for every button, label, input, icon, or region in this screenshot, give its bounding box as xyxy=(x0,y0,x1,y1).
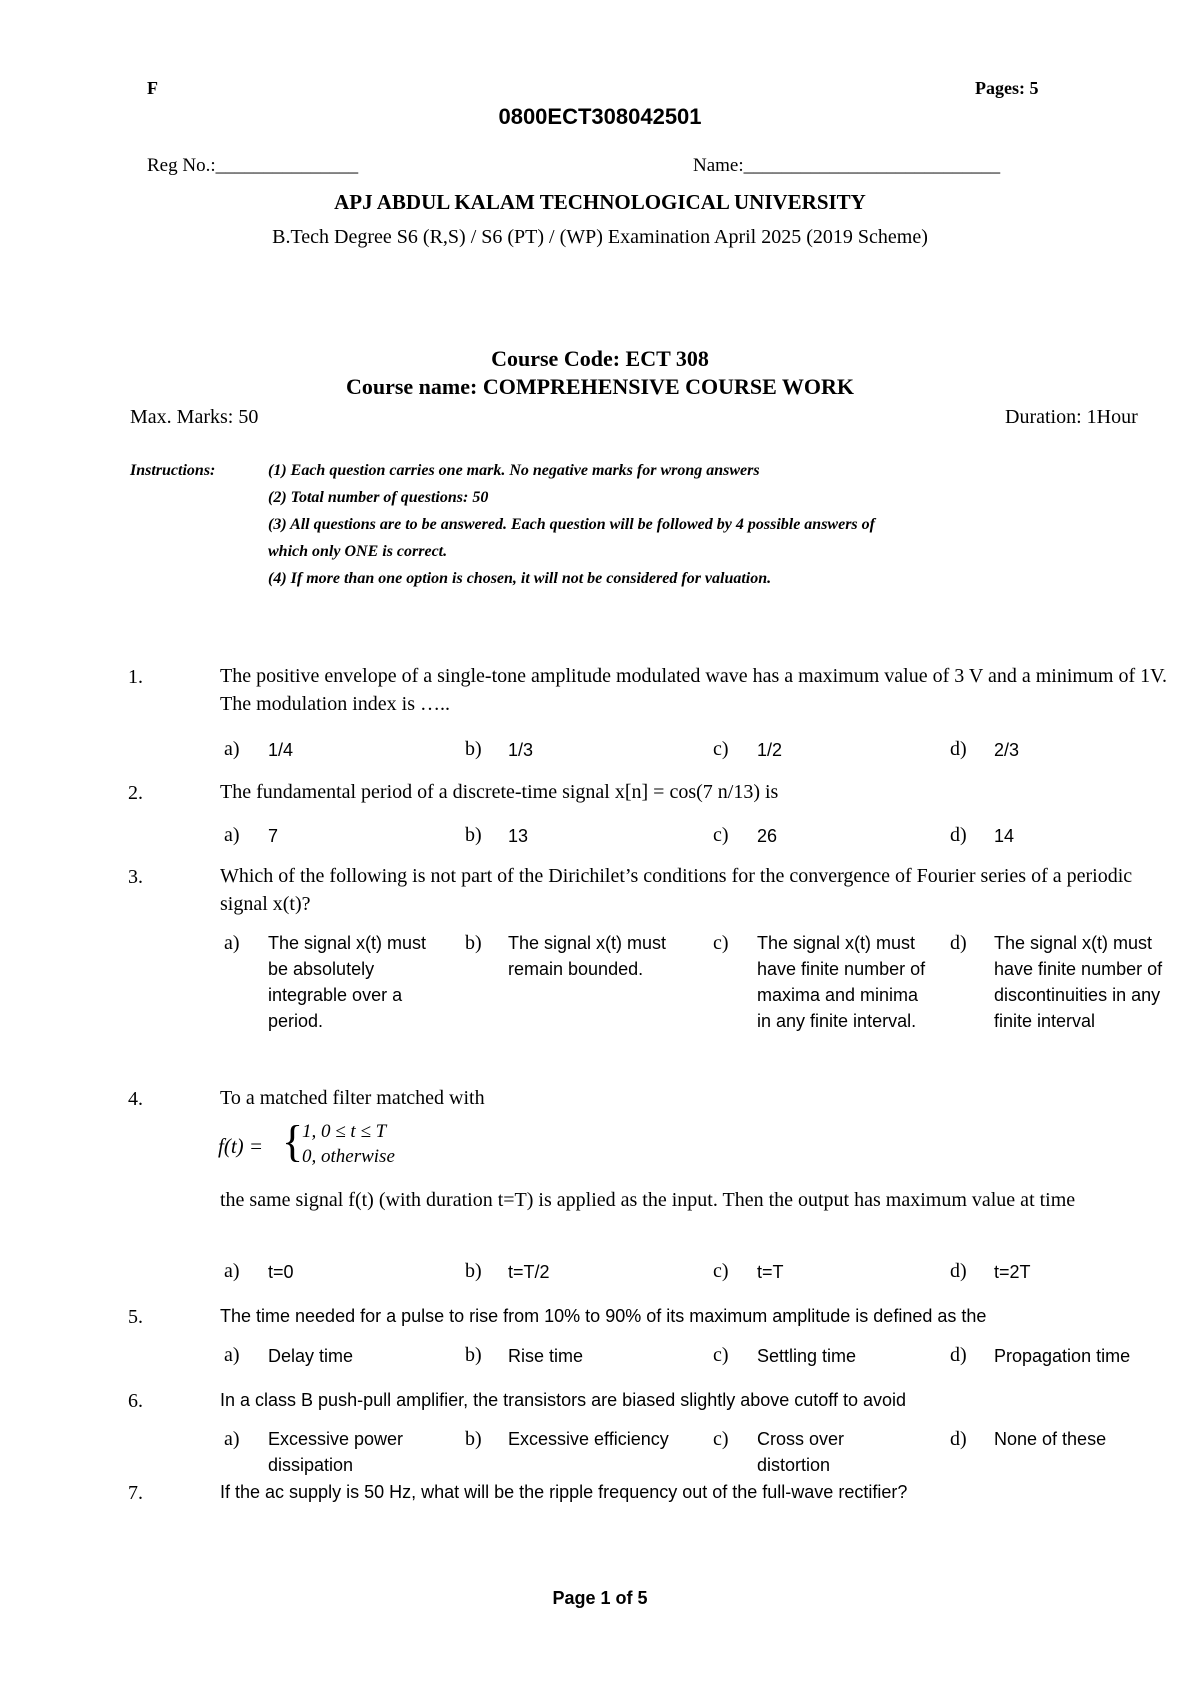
max-marks: Max. Marks: 50 xyxy=(130,406,259,428)
duration: Duration: 1Hour xyxy=(1005,406,1138,428)
university-name: APJ ABDUL KALAM TECHNOLOGICAL UNIVERSITY xyxy=(334,190,866,214)
question-text: The positive envelope of a single-tone amplitude modulated wave has a maximum value of 3 V and a minimum of 1V. The modulation index is ….. xyxy=(220,665,1168,715)
instruction-line: (4) If more than one option is chosen, it will not be considered for valuation. xyxy=(268,570,772,587)
option-text: Delay time xyxy=(268,1346,354,1366)
question-number: 5. xyxy=(128,1306,143,1328)
option-text: Excessive efficiency xyxy=(508,1429,669,1449)
option-text: 2/3 xyxy=(994,740,1020,760)
option-text: Propagation time xyxy=(994,1346,1131,1366)
option-label: a) xyxy=(224,738,240,760)
option-text: 7 xyxy=(268,826,279,846)
course-name: Course name: COMPREHENSIVE COURSE WORK xyxy=(345,374,855,399)
option-text: 13 xyxy=(508,826,529,846)
exam-title: B.Tech Degree S6 (R,S) / S6 (PT) / (WP) Examination April 2025 (2019 Scheme) xyxy=(272,226,928,248)
option-label: d) xyxy=(950,1428,967,1450)
instruction-line: (3) All questions are to be answered. Each question will be followed by 4 possible answers of xyxy=(268,516,875,533)
option-label: b) xyxy=(465,1260,482,1282)
option-text: 1/3 xyxy=(508,740,534,760)
page-count: Pages: 5 xyxy=(975,78,1039,98)
option-text: 1/4 xyxy=(268,740,294,760)
equation xyxy=(218,1118,518,1174)
option-label: d) xyxy=(950,824,967,846)
question-number: 1. xyxy=(128,666,143,688)
equation-brace: { xyxy=(282,1117,304,1166)
course-code: Course Code: ECT 308 xyxy=(491,346,709,371)
instructions-label: Instructions: xyxy=(130,462,216,479)
option-text: 14 xyxy=(994,826,1015,846)
option-label: b) xyxy=(465,1428,482,1450)
option-label: c) xyxy=(713,1260,729,1282)
equation-case: 1, 0 ≤ t ≤ T xyxy=(302,1121,387,1142)
question-number: 6. xyxy=(128,1390,143,1412)
question-text: If the ac supply is 50 Hz, what will be the ripple frequency out of the full-wave rectifier? xyxy=(220,1482,908,1502)
option-label: a) xyxy=(224,824,240,846)
option-text: Cross over distortion xyxy=(757,1429,845,1475)
option-text: Excessive power dissipation xyxy=(268,1429,404,1475)
question-text-continued: the same signal f(t) (with duration t=T) is applied as the input. Then the output has maximum value at time xyxy=(220,1189,1076,1211)
option-text: t=T/2 xyxy=(508,1262,550,1282)
option-label: b) xyxy=(465,1344,482,1366)
option-label: d) xyxy=(950,932,967,954)
option-label: b) xyxy=(465,932,482,954)
option-label: c) xyxy=(713,1344,729,1366)
name-field: Name:___________________________ xyxy=(693,155,1001,176)
option-label: d) xyxy=(950,1260,967,1282)
option-label: d) xyxy=(950,1344,967,1366)
option-text: Rise time xyxy=(508,1346,584,1366)
page-number: Page 1 of 5 xyxy=(552,1588,648,1608)
reg-no-field: Reg No.:_______________ xyxy=(147,155,359,176)
option-label: c) xyxy=(713,738,729,760)
question-number: 4. xyxy=(128,1088,143,1110)
question-text: The fundamental period of a discrete-time signal x[n] = cos(7 n/13) is xyxy=(220,781,779,803)
instruction-line: (1) Each question carries one mark. No negative marks for wrong answers xyxy=(268,462,760,479)
instruction-line: which only ONE is correct. xyxy=(268,543,448,560)
option-text: Settling time xyxy=(757,1346,857,1366)
option-label: a) xyxy=(224,1344,240,1366)
option-text: t=0 xyxy=(268,1262,294,1282)
set-code: F xyxy=(147,78,158,98)
question-text: Which of the following is not part of the Dirichilet’s conditions for the convergence of Fourier series of a periodic signal x(t)? xyxy=(220,865,1133,915)
option-text: The signal x(t) must have finite number of discontinuities in any finite interval xyxy=(994,933,1163,1031)
option-label: c) xyxy=(713,1428,729,1450)
option-text: t=T xyxy=(757,1262,784,1282)
question-number: 7. xyxy=(128,1482,143,1504)
option-text: The signal x(t) must remain bounded. xyxy=(508,933,667,979)
question-number: 3. xyxy=(128,866,143,888)
option-text: 26 xyxy=(757,826,778,846)
question-number: 2. xyxy=(128,782,143,804)
question-text: The time needed for a pulse to rise from 10% to 90% of its maximum amplitude is defined as the xyxy=(220,1306,987,1326)
option-text: 1/2 xyxy=(757,740,783,760)
option-text: The signal x(t) must have finite number of maxima and minima in any finite interval. xyxy=(757,933,926,1031)
option-label: c) xyxy=(713,932,729,954)
paper-code: 0800ECT308042501 xyxy=(498,104,702,129)
option-label: c) xyxy=(713,824,729,846)
option-label: a) xyxy=(224,1260,240,1282)
option-text: The signal x(t) must be absolutely integrable over a period. xyxy=(268,933,427,1031)
option-text: None of these xyxy=(994,1429,1107,1449)
question-text: In a class B push-pull amplifier, the transistors are biased slightly above cutoff to avoid xyxy=(220,1390,907,1410)
option-label: a) xyxy=(224,932,240,954)
instruction-line: (2) Total number of questions: 50 xyxy=(268,489,489,506)
equation-case: 0, otherwise xyxy=(302,1146,395,1167)
equation-lhs: f(t) = xyxy=(218,1134,264,1158)
option-label: b) xyxy=(465,738,482,760)
option-label: b) xyxy=(465,824,482,846)
question-text: To a matched filter matched with xyxy=(220,1087,485,1109)
option-label: a) xyxy=(224,1428,240,1450)
option-text: t=2T xyxy=(994,1262,1031,1282)
option-label: d) xyxy=(950,738,967,760)
